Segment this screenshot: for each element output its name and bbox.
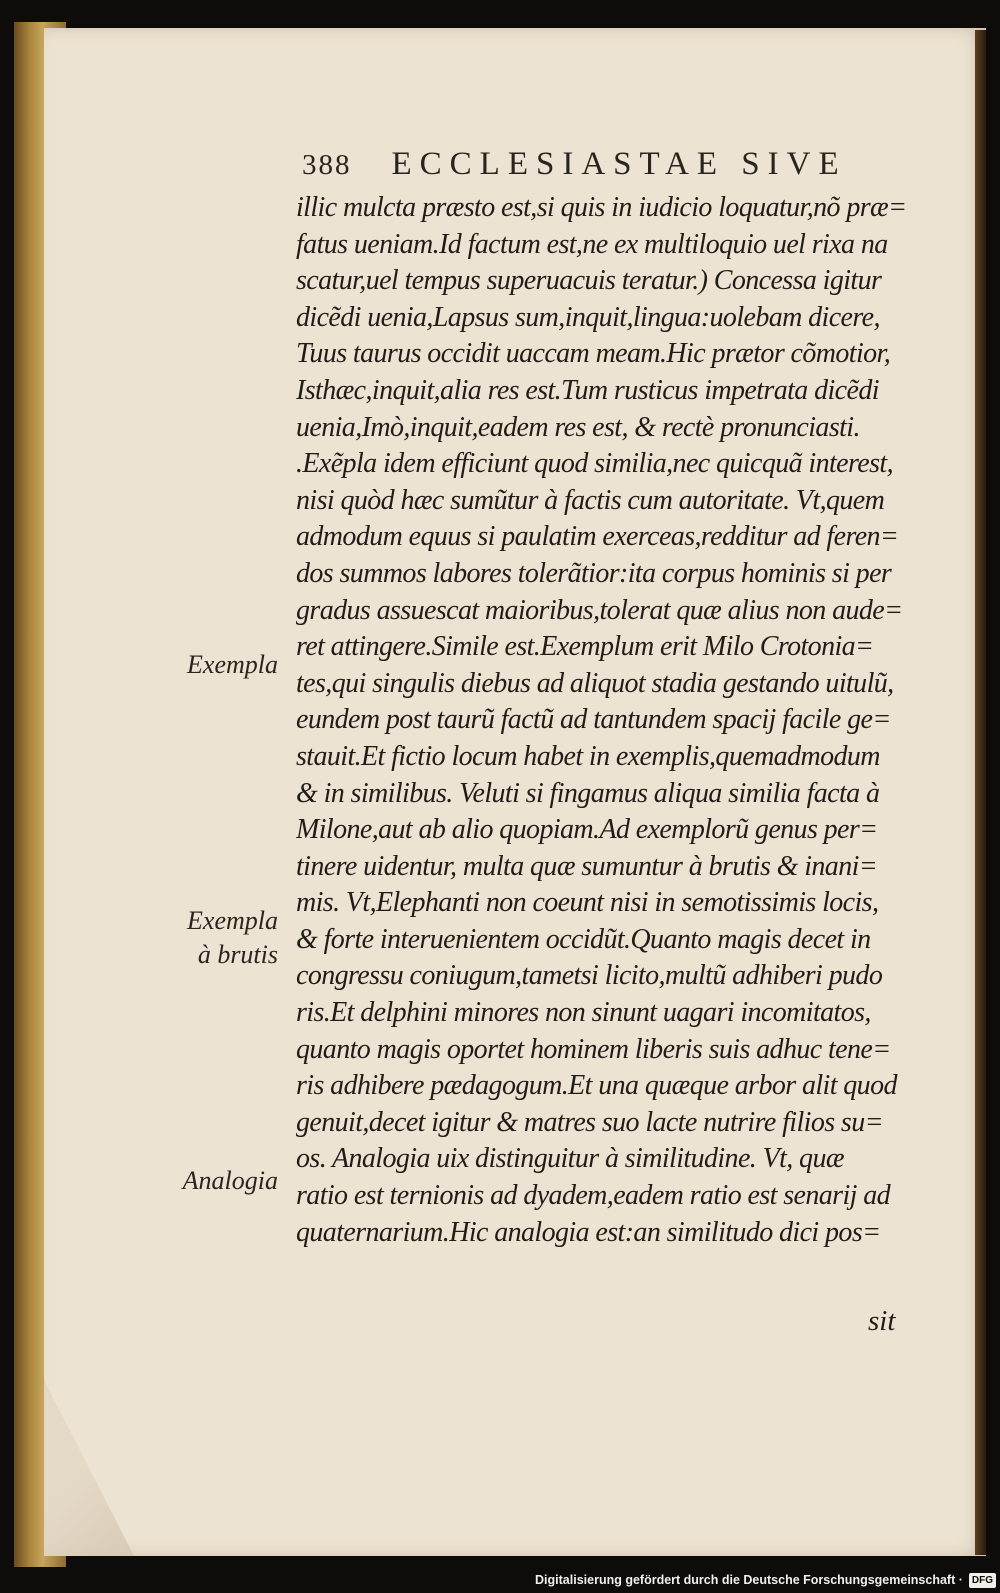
text-line: Milone,aut ab alio quopiam.Ad exemplorũ genus per= [296,814,878,846]
text-line: .Exẽpla idem efficiunt quod similia,nec quicquã interest, [296,448,893,480]
text-line: Tuus taurus occidit uaccam meam.Hic prætor cõmotior, [296,338,891,370]
digitization-footer [0,1567,1000,1593]
text-line: tes,qui singulis diebus ad aliquot stadia gestando uitulũ, [296,667,894,699]
running-head [302,146,882,183]
text-line: os. Analogia uix distinguitur à similitudine. Vt, quæ [296,1143,844,1175]
text-line: dicẽdi uenia,Lapsus sum,inquit,lingua:uolebam dicere, [296,301,880,333]
text-line: ris.Et delphini minores non sinunt uagari incomitatos, [296,997,871,1029]
text-line: quaternarium.Hic analogia est:an similitudo dici pos= [296,1216,881,1248]
page-number: 388 [302,149,352,181]
text-line: uenia,Imò,inquit,eadem res est, & rectè pronunciasti. [296,411,860,443]
catchword: sit [868,1305,896,1337]
text-line: & in similibus. Veluti si fingamus aliqua similia facta à [296,777,880,809]
running-title: ECCLESIASTAE SIVE [391,146,847,182]
margin-note-analogia: Analogia [182,1166,278,1195]
text-line: fatus ueniam.Id factum est,ne ex multiloquio uel rixa na [296,228,888,260]
margin-note-a-brutis: à brutis [197,940,278,969]
body-text [296,190,936,1251]
text-line: ret attingere.Simile est.Exemplum erit Milo Crotonia= [296,631,874,663]
text-line: illic mulcta præsto est,si quis in iudicio loquatur,nõ præ= [296,192,907,223]
text-line: scatur,uel tempus superuacuis teratur.) Concessa igitur [296,265,882,297]
text-line: admodum equus si paulatim exerceas,redditur ad feren= [296,521,899,553]
page-edge [975,30,986,1555]
margin-note-exempla-brutis: Exempla [187,906,278,935]
margin-note-exempla: Exempla [187,650,278,679]
text-line: genuit,decet igitur & matres suo lacte nutrire filios su= [296,1106,883,1138]
text-line: Isthæc,inquit,alia res est.Tum rusticus impetrata dicẽdi [296,374,879,406]
text-line: ris adhibere pædagogum.Et una quæque arbor alit quod [296,1070,897,1102]
text-line: congressu coniugum,tametsi licito,multũ adhiberi pudo [296,960,883,992]
text-line: gradus assuescat maioribus,tolerat quæ alius non aude= [296,594,903,626]
dfg-logo: DFG [969,1573,996,1588]
text-line: & forte interuenientem occidũt.Quanto magis decet in [296,923,871,955]
text-line: tinere uidentur, multa quæ sumuntur à brutis & inani= [296,850,878,882]
footer-text: Digitalisierung gefördert durch die Deutsche Forschungsgemeinschaft · [535,1573,963,1587]
text-line: quanto magis oportet hominem liberis suis adhuc tene= [296,1033,891,1065]
text-line: stauit.Et fictio locum habet in exemplis,quemadmodum [296,740,880,772]
text-line: nisi quòd hæc sumũtur à factis cum autoritate. Vt,quem [296,484,885,516]
text-line: mis. Vt,Elephanti non coeunt nisi in semotissimis locis, [296,887,879,919]
text-line: dos summos labores tolerãtior:ita corpus hominis si per [296,557,892,589]
text-line: ratio est ternionis ad dyadem,eadem ratio est senarij ad [296,1180,891,1212]
text-line: eundem post taurũ factũ ad tantundem spacij facile ge= [296,704,891,736]
